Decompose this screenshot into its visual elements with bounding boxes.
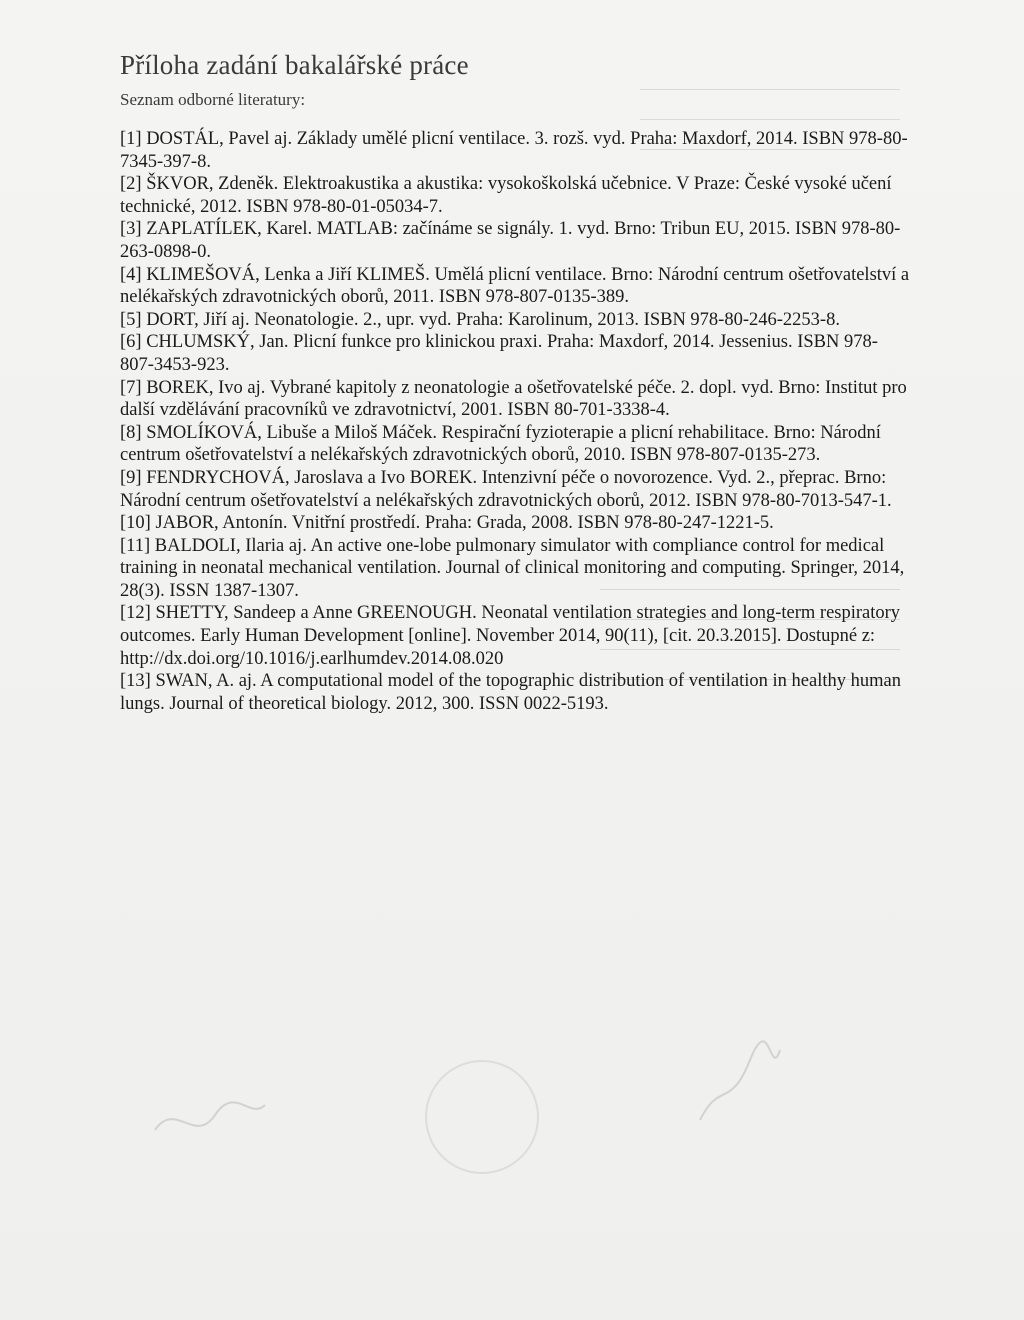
reference-item: [5] DORT, Jiří aj. Neonatologie. 2., upr. vyd. Praha: Karolinum, 2013. ISBN 978-80-246-2253-8. <box>120 309 840 330</box>
reference-item: [8] SMOLÍKOVÁ, Libuše a Miloš Máček. Respirační fyzioterapie a plicní rehabilitace. Brno: Národní centrum ošetřovatelství a nelékařských zdravotnických oborů, 2010. ISBN 978-807-0135-273. <box>120 422 881 466</box>
stamp-mark <box>425 1060 539 1174</box>
reference-list <box>120 128 910 715</box>
reference-item: [2] ŠKVOR, Zdeněk. Elektroakustika a akustika: vysokoškolská učebnice. V Praze: České vysoké učení technické, 2012. ISBN 978-80-01-05034-7. <box>120 174 892 217</box>
reference-item: [11] BALDOLI, Ilaria aj. An active one-lobe pulmonary simulator with compliance control for medical training in neonatal mechanical ventilation. Journal of clinical monitoring and computing. Springer, 2014, 28(3). ISSN 1387-1307. <box>120 535 905 601</box>
signature-mark <box>150 1090 270 1150</box>
reference-item: [12] SHETTY, Sandeep a Anne GREENOUGH. Neonatal ventilation strategies and long-term respiratory outcomes. Early Human Development [online]. November 2014, 90(11), [cit. 20.3.2015]. Dostupné z: http://dx.doi.org/10.1016/j.earlhumdev.2014.08.020 <box>120 603 901 669</box>
signature-mark <box>690 1040 790 1130</box>
page-title: Příloha zadání bakalářské práce <box>120 50 469 80</box>
reference-item: [3] ZAPLATÍLEK, Karel. MATLAB: začínáme se signály. 1. vyd. Brno: Tribun EU, 2015. ISBN 978-80-263-0898-0. <box>120 219 901 262</box>
reference-item: [6] CHLUMSKÝ, Jan. Plicní funkce pro klinickou praxi. Praha: Maxdorf, 2014. Jessenius. ISBN 978-807-3453-923. <box>120 332 878 375</box>
reference-item: [10] JABOR, Antonín. Vnitřní prostředí. Praha: Grada, 2008. ISBN 978-80-247-1221-5. <box>120 513 774 534</box>
reference-item: [13] SWAN, A. aj. A computational model of the topographic distribution of ventilation in healthy human lungs. Journal of theoretical biology. 2012, 300. ISSN 0022-5193. <box>120 671 901 714</box>
reference-item: [7] BOREK, Ivo aj. Vybrané kapitoly z neonatologie a ošetřovatelské péče. 2. dopl. vyd. Brno: Institut pro další vzdělávání pracovníků ve zdravotnictví, 2001. ISBN 80-701-3338-4. <box>120 377 907 421</box>
reference-item: [1] DOSTÁL, Pavel aj. Základy umělé plicní ventilace. 3. rozš. vyd. Praha: Maxdorf, 2014. ISBN 978-80-7345-397-8. <box>120 129 908 172</box>
reference-item: [9] FENDRYCHOVÁ, Jaroslava a Ivo BOREK. Intenzivní péče o novorozence. Vyd. 2., přeprac. Brno: Národní centrum ošetřovatelství a nelékařských zdravotnických oborů, 2012. ISBN 978-80-7013-547-1. <box>120 467 892 511</box>
reference-item: [4] KLIMEŠOVÁ, Lenka a Jiří KLIMEŠ. Umělá plicní ventilace. Brno: Národní centrum ošetřovatelství a nelékařských zdravotnických oborů, 2011. ISBN 978-807-0135-389. <box>120 264 910 308</box>
bibliography-heading: Seznam odborné literatury: <box>120 90 306 109</box>
